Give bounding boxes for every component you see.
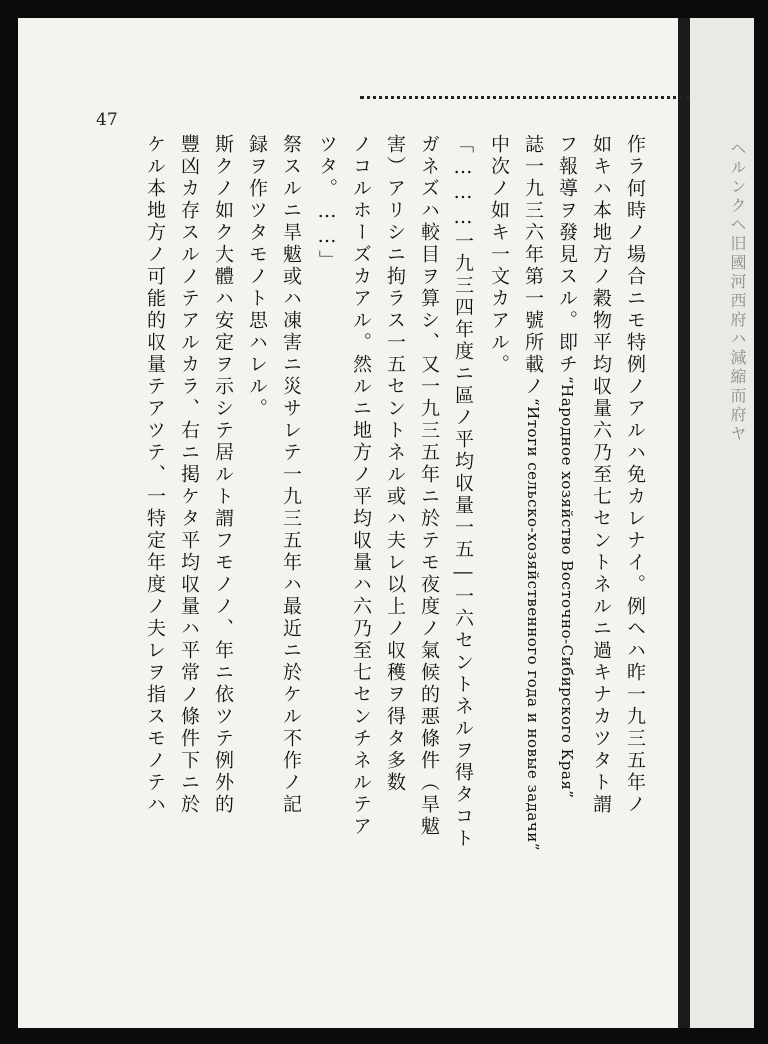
text-column bbox=[142, 134, 168, 816]
text-run: 祭スルニ旱魃或ハ凍害ニ災サレテ一九三五年ハ最近ニ於ケル不作ノ記 bbox=[280, 134, 302, 816]
text-run: 害）アリシニ拘ラス一五セントネル或ハ夫レ以上ノ収穫ヲ得タ多数 bbox=[384, 134, 406, 794]
text-run: 録ヲ作ツタモノト思ハレル。 bbox=[246, 134, 268, 420]
text-run: ケル本地方ノ可能的収量テアツテ、一特定年度ノ夫レヲ指スモノテハ bbox=[144, 134, 166, 816]
text-run: 「………一九三四年度ニ區ノ平均収量一五―一六セントネルヲ得タコト bbox=[452, 134, 474, 850]
text-run: ガネズハ較目ヲ算シ、又一九三五年ニ於テモ夜度ノ氣候的悪條件（旱魃 bbox=[418, 134, 440, 838]
text-column bbox=[588, 134, 614, 816]
text-column bbox=[520, 134, 546, 851]
text-column bbox=[416, 134, 442, 838]
text-column bbox=[176, 134, 202, 816]
russian-title: “Итоги сельско-хозяйственного года и новые задачи” bbox=[524, 398, 542, 851]
text-run: 中次ノ如キ一文カアル。 bbox=[488, 134, 510, 376]
text-column bbox=[554, 134, 580, 798]
print-artifact-line bbox=[360, 96, 690, 103]
text-run: ツタ。……」 bbox=[316, 134, 338, 272]
text-column bbox=[382, 134, 408, 794]
text-column bbox=[314, 134, 340, 272]
right-page-bleed-text: ヘルンクヘ旧國河西府ハ減縮而府ヤ bbox=[728, 140, 747, 444]
book-gutter bbox=[678, 18, 690, 1028]
text-column bbox=[210, 134, 236, 816]
text-run: ノコルホーズカアル。然ルニ地方ノ平均収量ハ六乃至七センチネルテア bbox=[350, 134, 372, 838]
text-run: フ報導ヲ發見スル。即チ bbox=[556, 134, 578, 376]
text-column bbox=[486, 134, 512, 376]
russian-title: “Народное хозяйство Восточно-Сибирского Края” bbox=[558, 376, 576, 799]
text-run: 誌一九三六年第一號所載ノ bbox=[522, 134, 544, 398]
text-column bbox=[450, 134, 476, 850]
text-run: 作ラ何時ノ場合ニモ特例ノアルハ免カレナイ。例ヘハ昨一九三五年ノ bbox=[624, 134, 646, 816]
text-run: 如キハ本地方ノ穀物平均収量六乃至七セントネルニ過キナカツタト謂 bbox=[590, 134, 612, 816]
text-column bbox=[244, 134, 270, 420]
text-column bbox=[622, 134, 648, 816]
text-column bbox=[278, 134, 304, 816]
text-run: 豐凶カ存スルノテアルカラ、右ニ掲ケタ平均収量ハ平常ノ條件下ニ於 bbox=[178, 134, 200, 816]
text-column bbox=[348, 134, 374, 838]
text-run: 斯クノ如ク大體ハ安定ヲ示シテ居ルト謂フモノノ、年ニ依ツテ例外的 bbox=[212, 134, 234, 816]
page-number: 47 bbox=[96, 110, 118, 130]
